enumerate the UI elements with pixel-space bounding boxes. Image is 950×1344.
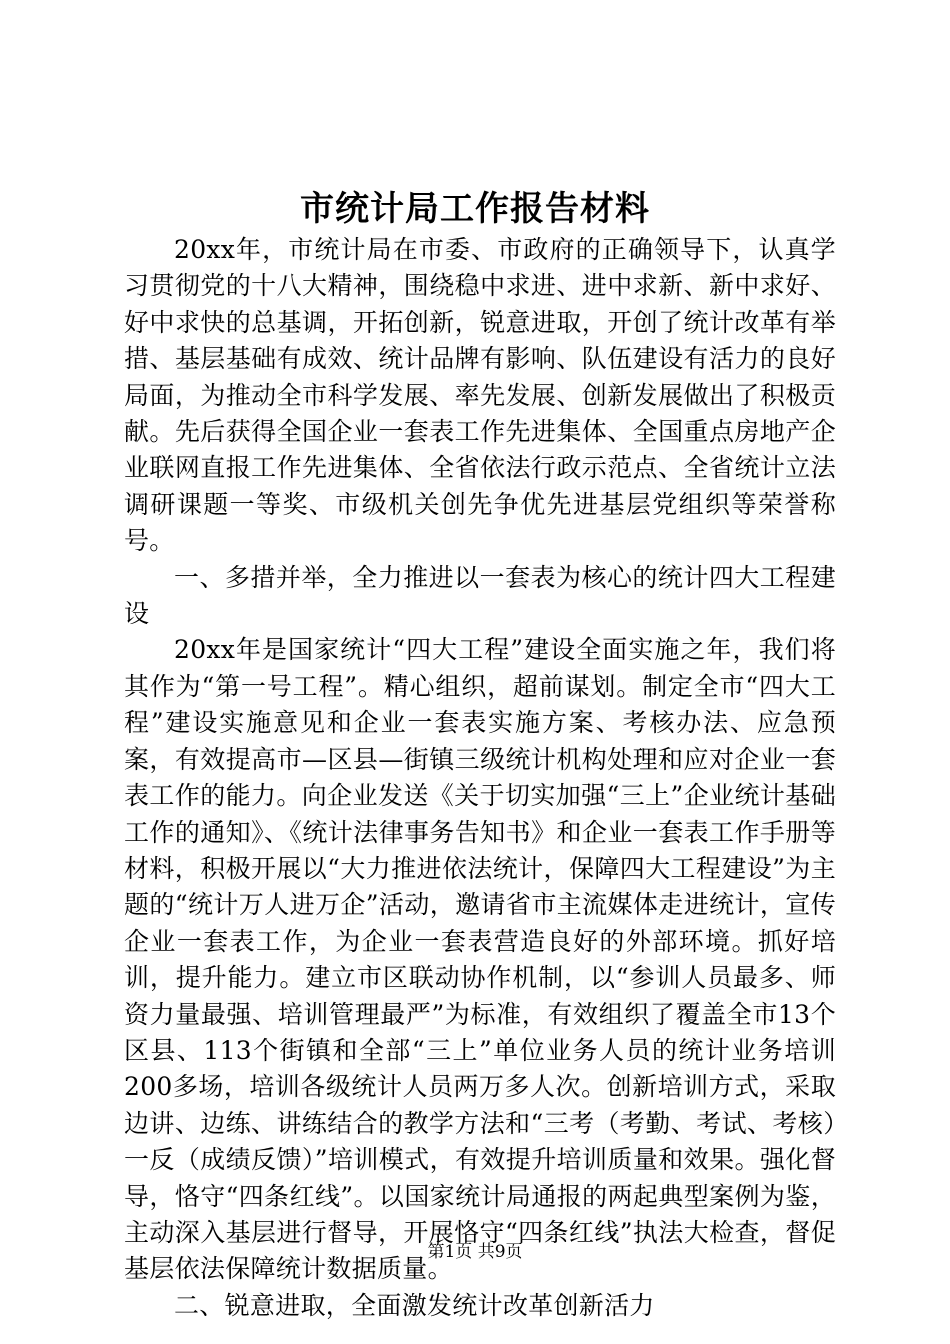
- section-heading-1: 一、多措并举，全力推进以一套表为核心的统计四大工程建设: [124, 562, 836, 629]
- page-title: 市统计局工作报告材料: [300, 189, 650, 229]
- section-paragraph-1: 20xx年是国家统计“四大工程”建设全面实施之年，我们将其作为“第一号工程”。精心组织，超前谋划。制定全市“四大工程”建设实施意见和企业一套表实施方案、考核办法、应急预案，有效提高市—区县—街镇三级统计机构处理和应对企业一套表工作的能力。向企业发送《关于切实加强“三上”企业统计基础工作的通知》、《统计法律事务告知书》和企业一套表工作手册等材料，积极开展以“大力推进依法统计，保障四大工程建设”为主题的“统计万人进万企”活动，邀请省市主流媒体走进统计，宣传企业一套表工作，为企业一套表营造良好的外部环境。抓好培训，提升能力。建立市区联动协作机制，以“参训人员最多、师资力量最强、培训管理最严”为标准，有效组织了覆盖全市13个区县、113个街镇和全部“三上”单位业务人员的统计业务培训200多场，培训各级统计人员两万多人次。创新培训方式，采取边讲、边练、讲练结合的教学方法和“三考（考勤、考试、考核）一反（成绩反馈）”培训模式，有效提升培训质量和效果。强化督导，恪守“四条红线”。以国家统计局通报的两起典型案例为鉴，主动深入基层进行督导，开展恪守“四条红线”执法大检查，督促基层依法保障统计数据质量。: [124, 635, 836, 1284]
- page-footer: 第1页 共9页: [427, 1242, 523, 1262]
- intro-paragraph: 20xx年，市统计局在市委、市政府的正确领导下，认真学习贯彻党的十八大精神，围绕稳中求进、进中求新、新中求好、好中求快的总基调，开拓创新，锐意进取，开创了统计改革有举措、基层基础有成效、统计品牌有影响、队伍建设有活力的良好局面，为推动全市科学发展、率先发展、创新发展做出了积极贡献。先后获得全国企业一套表工作先进集体、全国重点房地产企业联网直报工作先进集体、全省依法行政示范点、全省统计立法调研课题一等奖、市级机关创先争优先进基层党组织等荣誉称号。: [124, 235, 836, 556]
- document-body: [124, 232, 836, 1324]
- section-heading-2: 二、锐意进取，全面激发统计改革创新活力: [174, 1290, 655, 1320]
